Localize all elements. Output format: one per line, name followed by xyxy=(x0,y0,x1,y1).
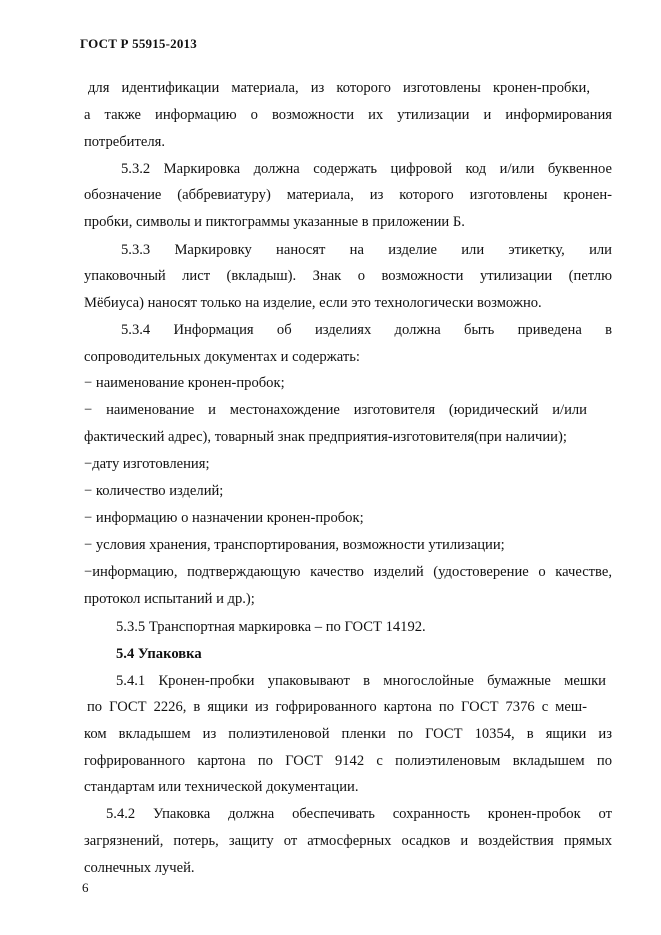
text-line: ком вкладышем из полиэтиленовой пленки по ГОСТ 10354, в ящики из xyxy=(84,726,612,742)
text-line: обозначение (аббревиатуру) материала, из которого изготовлены кронен- xyxy=(84,187,612,203)
text-line: сопроводительных документах и содержать: xyxy=(84,349,360,365)
list-item: − наименование и местонахождение изготовителя (юридический и/или xyxy=(84,402,587,418)
text-line: солнечных лучей. xyxy=(84,860,195,876)
list-item: −дату изготовления; xyxy=(84,456,210,472)
paragraph-5-4-1: 5.4.1 Кронен-пробки упаковывают в многослойные бумажные мешки xyxy=(116,673,606,689)
paragraph-5-4-2: 5.4.2 Упаковка должна обеспечивать сохранность кронен-пробок от xyxy=(106,806,612,822)
text-line: а также информацию о возможности их утилизации и информирования xyxy=(84,107,612,123)
document-code-header: ГОСТ Р 55915-2013 xyxy=(80,36,197,51)
list-item: −информацию, подтверждающую качество изделий (удостоверение о качестве, xyxy=(84,564,612,580)
text-line: стандартам или технической документации. xyxy=(84,779,359,795)
paragraph-5-3-2: 5.3.2 Маркировка должна содержать цифровой код и/или буквенное xyxy=(121,161,612,177)
text-line: по ГОСТ 2226, в ящики из гофрированного картона по ГОСТ 7376 с меш- xyxy=(87,699,587,715)
paragraph-5-3-4: 5.3.4 Информация об изделиях должна быть приведена в xyxy=(121,322,612,338)
text-line: загрязнений, потерь, защиту от атмосферных осадков и воздействия прямых xyxy=(84,833,612,849)
text-line: упаковочный лист (вкладыш). Знак о возможности утилизации (петлю xyxy=(84,268,612,284)
text-line: гофрированного картона по ГОСТ 9142 с полиэтиленовым вкладышем по xyxy=(84,753,612,769)
page-number: 6 xyxy=(82,880,89,895)
text-line: пробки, символы и пиктограммы указанные в приложении Б. xyxy=(84,214,465,230)
section-heading-5-4: 5.4 Упаковка xyxy=(116,646,202,662)
list-item: − условия хранения, транспортирования, возможности утилизации; xyxy=(84,537,505,553)
text-line: потребителя. xyxy=(84,134,165,150)
list-item: − наименование кронен-пробок; xyxy=(84,375,285,391)
text-line: для идентификации материала, из которого изготовлены кронен-пробки, xyxy=(88,80,590,96)
text-line: Мёбиуса) наносят только на изделие, если это технологически возможно. xyxy=(84,295,542,311)
list-item: − информацию о назначении кронен-пробок; xyxy=(84,510,364,526)
paragraph-5-3-3: 5.3.3 Маркировку наносят на изделие или этикетку, или xyxy=(121,242,612,258)
text-line: протокол испытаний и др.); xyxy=(84,591,255,607)
list-item: − количество изделий; xyxy=(84,483,224,499)
paragraph-5-3-5: 5.3.5 Транспортная маркировка – по ГОСТ 14192. xyxy=(116,619,426,635)
text-line: фактический адрес), товарный знак предприятия-изготовителя(при наличии); xyxy=(84,429,567,445)
